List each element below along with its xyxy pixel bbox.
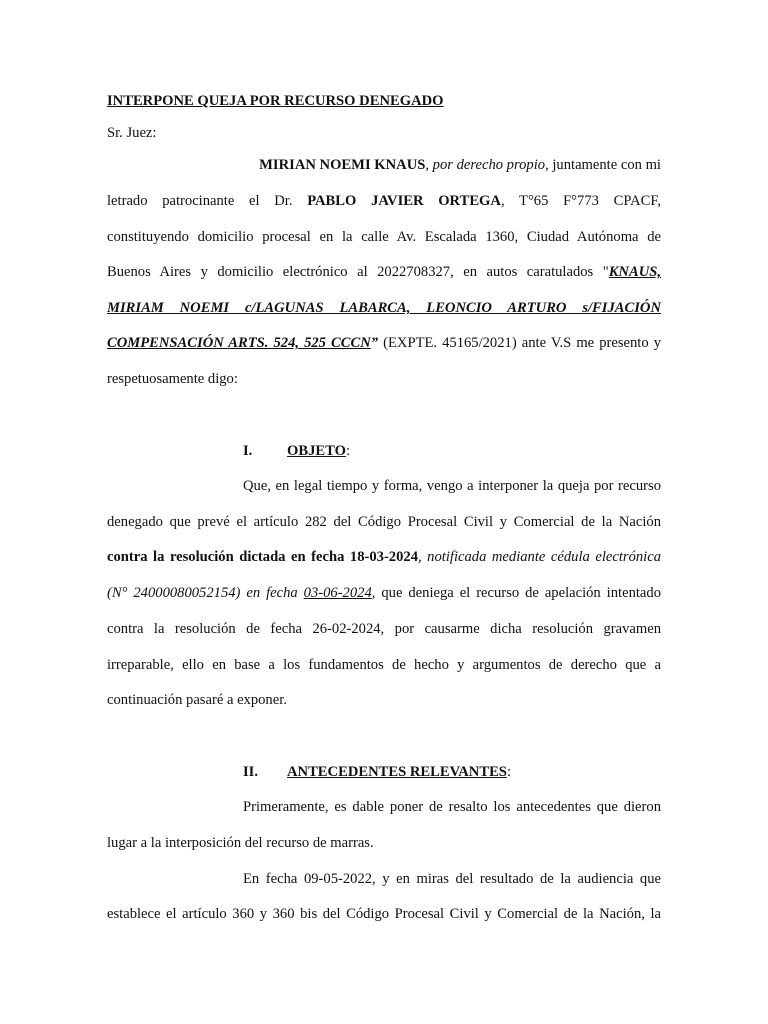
- party-name: MIRIAN NOEMI KNAUS: [259, 157, 426, 173]
- section-2-number: II.: [243, 764, 259, 780]
- intro-line-2: letrado patrocinante el Dr. PABLO JAVIER ORTEGA, T°65 F°773 CPACF,: [107, 193, 661, 209]
- intro-line-1: MIRIAN NOEMI KNAUS, por derecho propio, juntamente con mi: [259, 157, 661, 173]
- salutation: Sr. Juez:: [107, 125, 157, 141]
- section-1-number: I.: [243, 443, 253, 459]
- intro-line-6: COMPENSACIÓN ARTS. 524, 525 CCCN” (EXPTE. 45165/2021) ante V.S me presento y: [107, 335, 661, 351]
- section-1-line-4: (N° 24000080052154) en fecha 03-06-2024, que deniega el recurso de apelación intentado: [107, 585, 661, 601]
- intro-line-4: Buenos Aires y domicilio electrónico al 2022708327, en autos caratulados "KNAUS,: [107, 264, 661, 280]
- intro-line-7: respetuosamente digo:: [107, 371, 238, 387]
- section-1-line-2: denegado que prevé el artículo 282 del Código Procesal Civil y Comercial de la Nación: [107, 514, 661, 530]
- section-1-line-5: contra la resolución de fecha 26-02-2024, por causarme dicha resolución gravamen: [107, 621, 661, 637]
- notification-date: 03-06-2024: [303, 585, 372, 601]
- section-1-heading: OBJETO:: [287, 443, 351, 459]
- intro-line-3: constituyendo domicilio procesal en la calle Av. Escalada 1360, Ciudad Autónoma de: [107, 229, 661, 245]
- section-2-line-3: En fecha 09-05-2022, y en miras del resultado de la audiencia que: [243, 871, 661, 887]
- section-1-line-1: Que, en legal tiempo y forma, vengo a interponer la queja por recurso: [243, 478, 661, 494]
- case-caption: KNAUS,: [608, 264, 661, 280]
- section-2-line-1: Primeramente, es dable poner de resalto los antecedentes que dieron: [243, 799, 661, 815]
- lawyer-name: PABLO JAVIER ORTEGA: [307, 193, 501, 209]
- section-2-line-2: lugar a la interposición del recurso de marras.: [107, 835, 374, 851]
- section-2-heading: ANTECEDENTES RELEVANTES:: [287, 764, 511, 780]
- section-1-line-3: contra la resolución dictada en fecha 18-03-2024, notificada mediante cédula electrónica: [107, 549, 661, 565]
- section-1-line-6: irreparable, ello en base a los fundamentos de hecho y argumentos de derecho que a: [107, 657, 661, 673]
- document-title: INTERPONE QUEJA POR RECURSO DENEGADO: [107, 93, 444, 109]
- section-2-line-4: establece el artículo 360 y 360 bis del Código Procesal Civil y Comercial de la Nación, la: [107, 906, 661, 922]
- intro-line-5: MIRIAM NOEMI c/LAGUNAS LABARCA, LEONCIO ARTURO s/FIJACIÓN: [107, 300, 661, 316]
- section-1-line-7: continuación pasaré a exponer.: [107, 692, 287, 708]
